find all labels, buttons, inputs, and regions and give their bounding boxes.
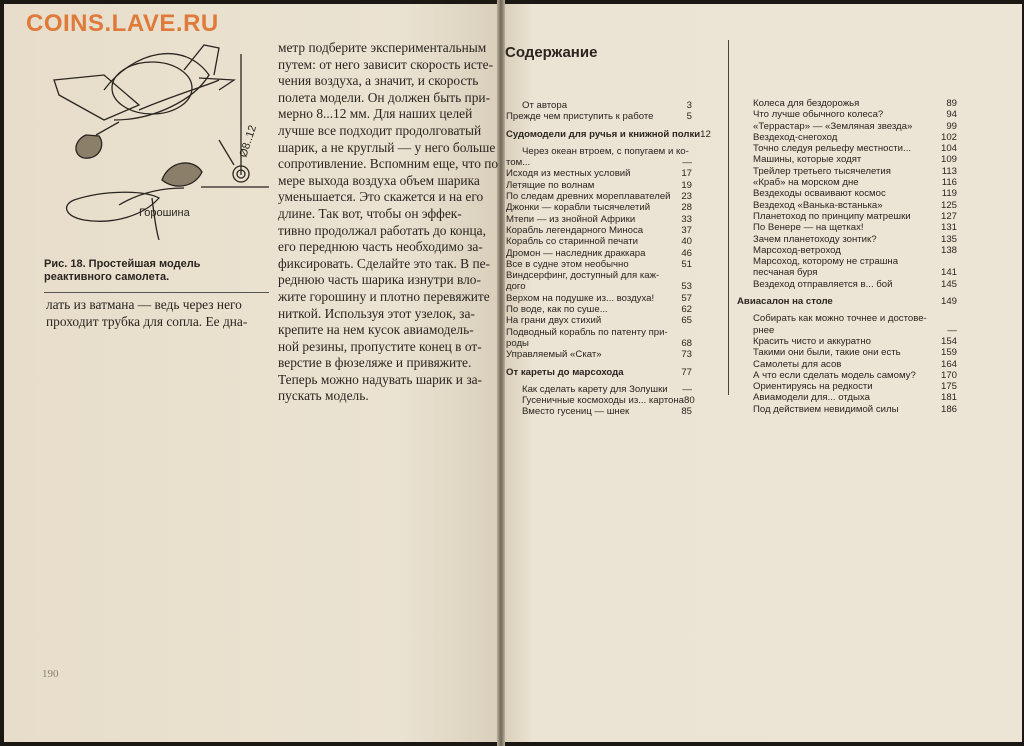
toc-entry-title: Вездеход «Ванька-встанька» [753, 199, 883, 211]
toc-entry-title: Такими они были, такие они есть [753, 347, 901, 359]
toc-entry-title: Самолеты для асов [753, 358, 842, 370]
toc-entry-page: 119 [941, 188, 957, 200]
text-line: Теперь можно надувать шарик и за- [278, 371, 483, 387]
toc-entry [737, 404, 957, 415]
toc-entry-title: «Краб» на морском дне [753, 177, 859, 189]
toc-entry-title: А что если сделать модель самому? [753, 369, 916, 381]
toc-entry-title: Собирать как можно точнее и достове- [753, 313, 927, 325]
toc-entry-title: Ориентируясь на редкости [753, 381, 873, 393]
toc-divider [728, 40, 729, 395]
toc-entry-title: Судомодели для ручья и книжной полки [506, 128, 701, 140]
toc-entry [506, 293, 692, 304]
text-line: ниткой. Используя этот узелок, за- [278, 305, 475, 321]
toc-entry [737, 200, 957, 211]
toc-entry-title: Корабль со старинной печати [506, 236, 638, 248]
text-line: метр подберите экспериментальным [278, 40, 487, 55]
toc-entry-title: Дромон — наследник драккара [506, 247, 646, 259]
text-line: пускать модель. [278, 388, 369, 404]
toc-entry [506, 191, 692, 202]
text-line: мере выхода воздуха объем шарика [278, 172, 480, 188]
toc-entry-title: Планетоход по принципу матрешки [753, 210, 911, 222]
toc-entry-title: «Террастар» — «Земляная звезда» [753, 120, 913, 132]
toc-entry-title: Красить чисто и аккуратно [753, 335, 871, 347]
toc-entry [737, 98, 957, 109]
toc-entry [737, 313, 957, 324]
body-text-right-column [278, 40, 498, 405]
toc-entry [737, 132, 957, 143]
toc-entry-page: 113 [941, 165, 957, 177]
toc-entry-title: Зачем планетоходу зонтик? [753, 233, 877, 245]
toc-entry-title: Мтепи — из знойной Африки [506, 213, 636, 225]
toc-entry [506, 168, 692, 179]
toc-entry [506, 111, 692, 122]
toc-entry [737, 381, 957, 392]
toc-entry-title: Вместо гусениц — шнек [522, 406, 630, 418]
toc-entry-page: 170 [940, 369, 957, 381]
toc-entry-title: Через океан втроем, с попугаем и ко- [522, 145, 689, 157]
toc-entry-title: Авиамодели для... отдыха [753, 392, 870, 404]
toc-entry-page: 89 [946, 98, 957, 109]
text-line: верстие в фюзеляже и привяжите. [278, 355, 472, 371]
toc-entry-title: По следам древних мореплавателей [506, 191, 671, 203]
toc-entry-title: Точно следуя рельефу местности... [753, 143, 912, 155]
toc-entry [506, 349, 692, 360]
toc-entry [506, 281, 692, 292]
toc-column-right [737, 98, 957, 415]
toc-entry-page: 65 [681, 315, 692, 327]
toc-entry [737, 166, 957, 177]
toc-entry-page: — [682, 383, 692, 395]
toc-entry-page: 125 [940, 199, 957, 211]
toc-entry [737, 121, 957, 132]
toc-entry-title: рнее [753, 324, 775, 336]
toc-entry-title: Прежде чем приступить к работе [506, 111, 654, 123]
toc-entry-page [689, 146, 692, 157]
text-line: уменьшается. Это скажется и на его [278, 189, 484, 205]
toc-entry-title: Как сделать карету для Золушки [522, 383, 668, 395]
toc-entry [506, 202, 692, 213]
toc-entry-page: 12 [700, 128, 711, 140]
text-line: тивно продолжал работать до конца, [278, 222, 486, 238]
text-line: длине. Так вот, чтобы он эффек- [278, 205, 462, 221]
toc-column-left [506, 100, 711, 418]
jet-airplane-figure [44, 40, 269, 250]
toc-entry-page: 37 [681, 224, 692, 236]
toc-section [737, 296, 957, 307]
toc-entry [506, 304, 692, 315]
text-line: сопротивление. Вспомним еще, что по [278, 156, 499, 172]
toc-entry-page: 104 [940, 143, 957, 155]
toc-entry-page: 40 [681, 236, 692, 248]
toc-entry-page: 51 [681, 258, 692, 270]
toc-entry-page: 94 [946, 109, 957, 121]
toc-entry-page: 135 [940, 233, 957, 245]
toc-entry [737, 325, 957, 336]
toc-title: Содержание [505, 44, 598, 61]
text-line: его переднюю часть необходимо за- [278, 239, 483, 255]
toc-entry-page: 5 [686, 111, 692, 123]
toc-entry-page: 141 [940, 267, 957, 279]
toc-entry-page: 127 [940, 210, 957, 222]
toc-entry [737, 256, 957, 267]
toc-entry [506, 384, 692, 395]
toc-entry-page: 149 [940, 296, 957, 308]
toc-section [506, 128, 711, 140]
toc-entry-page: 46 [681, 247, 692, 259]
toc-entry-title: От автора [522, 100, 568, 111]
toc-entry-page: — [947, 324, 957, 336]
toc-entry [506, 395, 695, 407]
toc-entry-title: Под действием невидимой силы [753, 403, 899, 415]
toc-entry [737, 234, 957, 245]
toc-entry-page: 164 [940, 358, 957, 370]
toc-entry-page: 131 [940, 222, 957, 234]
toc-entry [737, 211, 957, 222]
toc-entry-title: Управляемый «Скат» [506, 349, 602, 361]
toc-entry [506, 180, 692, 191]
toc-entry-title: дого [506, 281, 526, 293]
toc-entry [506, 270, 692, 281]
toc-entry [737, 177, 957, 188]
toc-entry-title: Все в судне этом необычно [506, 258, 629, 270]
toc-entry-page: 28 [681, 202, 692, 214]
text-line: шарик, а не круглый — у него больше [278, 139, 496, 155]
toc-entry [737, 267, 957, 278]
toc-entry-page: 159 [940, 347, 957, 359]
toc-entry-page: 80 [684, 395, 695, 407]
toc-entry [506, 406, 692, 417]
text-line: полета модели. Он должен быть при- [278, 89, 491, 105]
toc-entry-title: Вездеходы осваивают космос [753, 188, 886, 200]
toc-entry-title: Верхом на подушке из... воздуха! [506, 292, 655, 304]
toc-entry [737, 359, 957, 370]
toc-entry-page: 99 [946, 120, 957, 132]
toc-entry-page [935, 256, 957, 267]
toc-entry [737, 370, 957, 381]
toc-entry-page: 19 [681, 179, 692, 191]
toc-entry-page: 62 [681, 304, 692, 316]
toc-entry-page: 116 [941, 177, 957, 189]
text-line: проходит трубка для сопла. Ее дна- [46, 313, 248, 329]
toc-entry-title: Марсоход-ветроход [753, 244, 841, 256]
pea-label: Горошина [139, 207, 190, 219]
toc-entry-page: 186 [940, 403, 957, 415]
toc-entry [737, 279, 957, 290]
text-line: реднюю часть шарика изнутри вло- [278, 272, 481, 288]
toc-entry-title: На грани двух стихий [506, 315, 602, 327]
toc-entry-page: 181 [940, 392, 957, 404]
text-line: жите горошину и плотно перевяжите [278, 288, 490, 304]
body-text-bottom [46, 297, 276, 330]
toc-entry-page: 57 [681, 292, 692, 304]
toc-entry-title: Виндсерфинг, доступный для каж- [506, 270, 660, 282]
caption-rule [44, 292, 269, 293]
toc-section [506, 367, 692, 378]
text-line: мерно 8...12 мм. Для наших целей [278, 106, 473, 122]
text-line: путем: от него зависит скорость исте- [278, 56, 494, 72]
toc-entry-title: Колеса для бездорожья [753, 98, 860, 109]
toc-entry [737, 245, 957, 256]
toc-entry-page [670, 327, 692, 338]
text-line: лучше все подходит продолговатый [278, 122, 482, 138]
toc-entry-page: 3 [686, 100, 692, 111]
toc-entry [737, 188, 957, 199]
toc-entry-title: Трейлер третьего тысячелетия [753, 165, 891, 177]
figure-caption: Рис. 18. Простейшая модель реактивного самолета. [44, 258, 201, 283]
book-gutter [497, 0, 505, 746]
text-line: фиксировать. Сделайте это так. В пе- [278, 255, 491, 271]
toc-entry-page [670, 270, 692, 281]
page-number: 190 [42, 668, 59, 680]
dimension-label: Ø8..12 [237, 123, 260, 159]
toc-entry-page: 109 [940, 154, 957, 166]
toc-entry [506, 157, 692, 168]
toc-entry-title: От кареты до марсохода [506, 366, 624, 378]
toc-entry [506, 259, 692, 270]
toc-entry [506, 146, 692, 157]
toc-entry-title: Вездеход отправляется в... бой [753, 278, 893, 290]
toc-entry-title: Вездеход-снегоход [753, 131, 838, 143]
toc-entry-page: 138 [940, 244, 957, 256]
toc-entry-title: Подводный корабль по патенту при- [506, 326, 668, 338]
toc-entry-page: 77 [681, 366, 692, 378]
toc-entry-page: — [682, 157, 692, 169]
toc-entry-page: 23 [681, 191, 692, 203]
toc-entry-page: 102 [940, 131, 957, 143]
toc-entry-title: роды [506, 337, 529, 349]
toc-entry-page [935, 313, 957, 324]
toc-entry [506, 248, 692, 259]
toc-entry-title: Исходя из местных условий [506, 168, 631, 180]
toc-entry-title: Корабль легендарного Миноса [506, 224, 644, 236]
toc-entry-title: песчаная буря [753, 267, 818, 279]
toc-entry-title: Гусеничные космоходы из... картона [522, 395, 685, 407]
toc-entry [506, 214, 692, 225]
toc-entry [737, 154, 957, 165]
toc-entry [737, 222, 957, 233]
toc-entry-title: Марсоход, которому не страшна [753, 256, 899, 268]
toc-entry [737, 336, 957, 347]
toc-entry-title: Авиасалон на столе [737, 296, 833, 308]
toc-entry-title: По Венере — на щетках! [753, 222, 864, 234]
toc-entry [506, 327, 692, 338]
toc-entry [737, 143, 957, 154]
toc-entry-title: Джонки — корабли тысячелетий [506, 202, 651, 214]
text-line: чения воздуха, а значит, и скорость [278, 73, 479, 89]
toc-entry-title: Машины, которые ходят [753, 154, 862, 166]
toc-entry [506, 236, 692, 247]
toc-entry-page: 145 [940, 278, 957, 290]
toc-entry [506, 225, 692, 236]
toc-entry [737, 347, 957, 358]
toc-entry-title: Что лучше обычного колеса? [753, 109, 884, 121]
toc-entry [506, 338, 692, 349]
toc-entry-page: 175 [940, 381, 957, 393]
toc-entry [737, 392, 957, 403]
toc-entry-page: 73 [681, 349, 692, 361]
toc-entry-page: 53 [681, 281, 692, 293]
text-line: лать из ватмана — ведь через него [46, 297, 242, 312]
toc-entry-page: 154 [940, 335, 957, 347]
watermark: COINS.LAVE.RU [26, 10, 219, 37]
toc-entry-title: По воде, как по суше... [506, 304, 608, 316]
text-line: крепите на нем кусок авиамодель- [278, 322, 474, 338]
toc-entry-page: 85 [681, 406, 692, 418]
toc-entry-page: 33 [681, 213, 692, 225]
toc-entry-page: 68 [681, 337, 692, 349]
toc-entry [506, 315, 692, 326]
toc-entry-title: Летящие по волнам [506, 179, 595, 191]
toc-entry [506, 100, 692, 111]
toc-entry-title: том... [506, 157, 531, 169]
text-line: ной резины, пропустите конец в от- [278, 338, 482, 354]
toc-entry-page: 17 [681, 168, 692, 180]
toc-entry [737, 109, 957, 120]
